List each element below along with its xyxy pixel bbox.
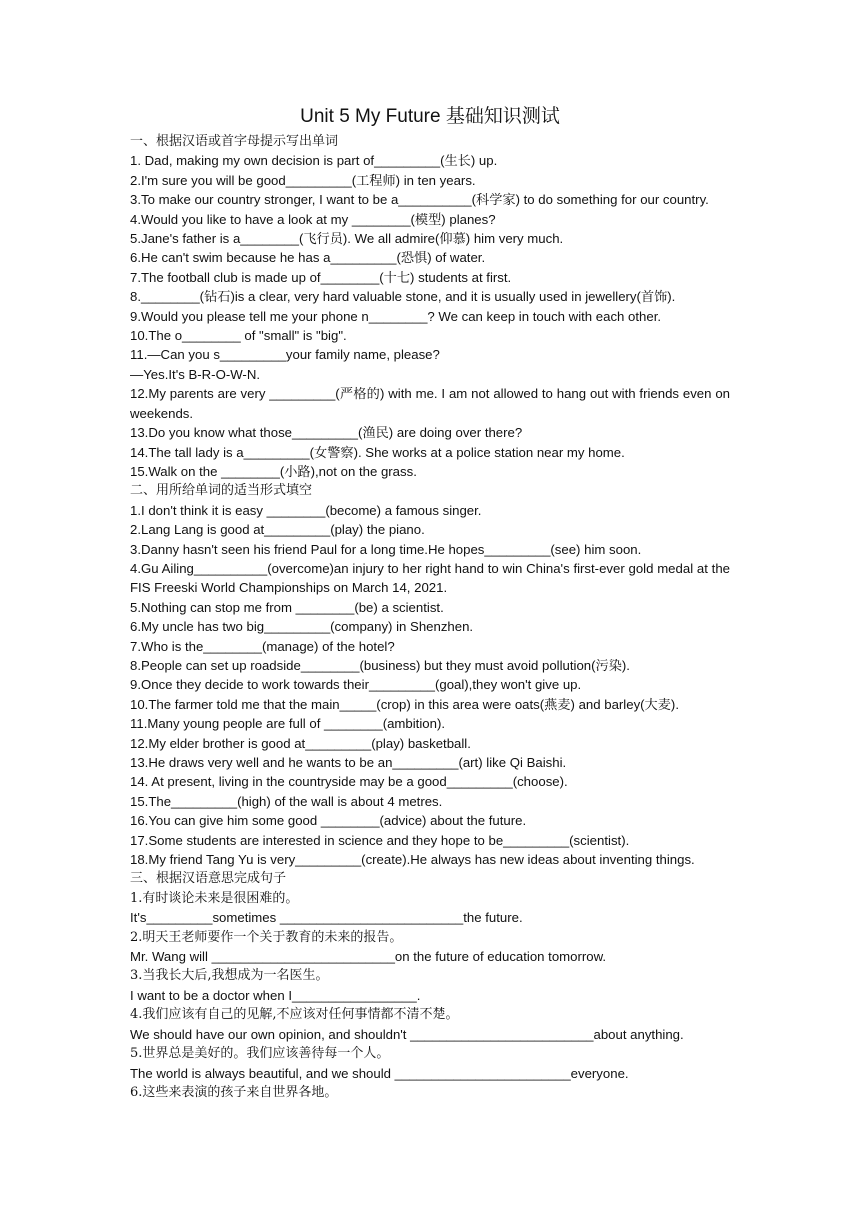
- question-line: 1. Dad, making my own decision is part of_________(生长) up.: [130, 153, 498, 169]
- question-line: 6.My uncle has two big_________(company) in Shenzhen.: [130, 619, 474, 635]
- english-sentence: It's_________sometimes _________________________the future.: [130, 910, 523, 926]
- chinese-prompt: 6.这些来表演的孩子来自世界各地。: [130, 1084, 338, 1100]
- question-line: 6.He can't swim because he has a_________(恐惧) of water.: [130, 250, 486, 266]
- question-line: 7.The football club is made up of________(十七) students at first.: [130, 269, 512, 285]
- english-sentence: I want to be a doctor when I_________________.: [130, 987, 421, 1003]
- english-sentence: The world is always beautiful, and we should ________________________everyone.: [130, 1065, 629, 1081]
- question-line: 13.Do you know what those_________(渔民) are doing over there?: [130, 425, 523, 441]
- question-line: 16.You can give him some good ________(advice) about the future.: [130, 813, 527, 829]
- question-line: 15.The_________(high) of the wall is about 4 metres.: [130, 793, 443, 809]
- chinese-prompt: 2.明天王老师要作一个关于教育的未来的报告。: [130, 929, 403, 945]
- question-line: 11.Many young people are full of ________(ambition).: [130, 716, 445, 732]
- chinese-prompt: 5.世界总是美好的。我们应该善待每一个人。: [130, 1046, 390, 1062]
- question-line: 10.The farmer told me that the main_____(crop) in this area were oats(燕麦) and barley(大麦).: [130, 696, 679, 712]
- section-sentence-completion: [130, 869, 730, 1102]
- question-line: 5.Jane's father is a________(飞行员). We all admire(仰慕) him very much.: [130, 231, 564, 247]
- chinese-prompt: 3.当我长大后,我想成为一名医生。: [130, 968, 329, 984]
- question-line: 11.—Can you s_________your family name, please?: [130, 347, 440, 363]
- question-line: 14.The tall lady is a_________(女警察). She works at a police station near my home.: [130, 444, 625, 460]
- section-word-spelling: [130, 132, 730, 481]
- question-line: 12.My parents are very _________(严格的) with me. I am not allowed to hang out with friends even on weekends.: [130, 386, 730, 421]
- question-line: 8.________(钻石)is a clear, very hard valuable stone, and it is usually used in jewellery(首饰).: [130, 289, 676, 305]
- question-line: 13.He draws very well and he wants to be an_________(art) like Qi Baishi.: [130, 755, 567, 770]
- question-line: 15.Walk on the ________(小路),not on the grass.: [130, 463, 417, 479]
- question-line: 8.People can set up roadside________(business) but they must avoid pollution(污染).: [130, 657, 630, 673]
- section-word-forms: [130, 481, 730, 869]
- question-line: 4.Gu Ailing__________(overcome)an injury to her right hand to win China's first-ever gold medal at the FIS Freeski World Championships on March 14, 2021.: [130, 560, 730, 596]
- question-line: 9.Would you please tell me your phone n________? We can keep in touch with each other.: [130, 308, 662, 324]
- question-line: 18.My friend Tang Yu is very_________(create).He always has new ideas about inventing things.: [130, 852, 695, 868]
- question-line: 3.Danny hasn't seen his friend Paul for a long time.He hopes_________(see) him soon.: [130, 541, 642, 557]
- english-sentence: Mr. Wang will _________________________on the future of education tomorrow.: [130, 949, 607, 965]
- question-line: 17.Some students are interested in science and they hope to be_________(scientist).: [130, 832, 630, 848]
- question-line: 14. At present, living in the countryside may be a good_________(choose).: [130, 774, 568, 790]
- answer-line: —Yes.It's B-R-O-W-N.: [130, 366, 261, 382]
- chinese-prompt: 1.有时谈论未来是很困难的。: [130, 890, 299, 906]
- question-line: 7.Who is the________(manage) of the hotel?: [130, 638, 395, 654]
- question-line: 3.To make our country stronger, I want to be a__________(科学家) to do something for our country.: [130, 192, 709, 208]
- question-line: 2.Lang Lang is good at_________(play) the piano.: [130, 522, 425, 538]
- question-line: 2.I'm sure you will be good_________(工程师) in ten years.: [130, 172, 476, 188]
- section-heading: 二、用所给单词的适当形式填空: [130, 483, 313, 499]
- chinese-prompt: 4.我们应该有自己的见解,不应该对任何事情都不清不楚。: [130, 1007, 459, 1023]
- section-heading: 三、根据汉语意思完成句子: [130, 871, 287, 887]
- english-sentence: We should have our own opinion, and shouldn't _________________________about anything.: [130, 1026, 684, 1042]
- question-line: 10.The o________ of "small" is "big".: [130, 328, 347, 344]
- question-line: 12.My elder brother is good at_________(play) basketball.: [130, 735, 471, 751]
- question-line: 9.Once they decide to work towards their_________(goal),they won't give up.: [130, 677, 582, 693]
- question-line: 5.Nothing can stop me from ________(be) a scientist.: [130, 599, 444, 615]
- question-line: 4.Would you like to have a look at my ________(模型) planes?: [130, 211, 496, 227]
- page-title: Unit 5 My Future 基础知识测试: [300, 106, 560, 127]
- section-heading: 一、根据汉语或首字母提示写出单词: [130, 134, 339, 149]
- worksheet-page: [130, 104, 730, 1102]
- question-line: 1.I don't think it is easy ________(become) a famous singer.: [130, 502, 482, 518]
